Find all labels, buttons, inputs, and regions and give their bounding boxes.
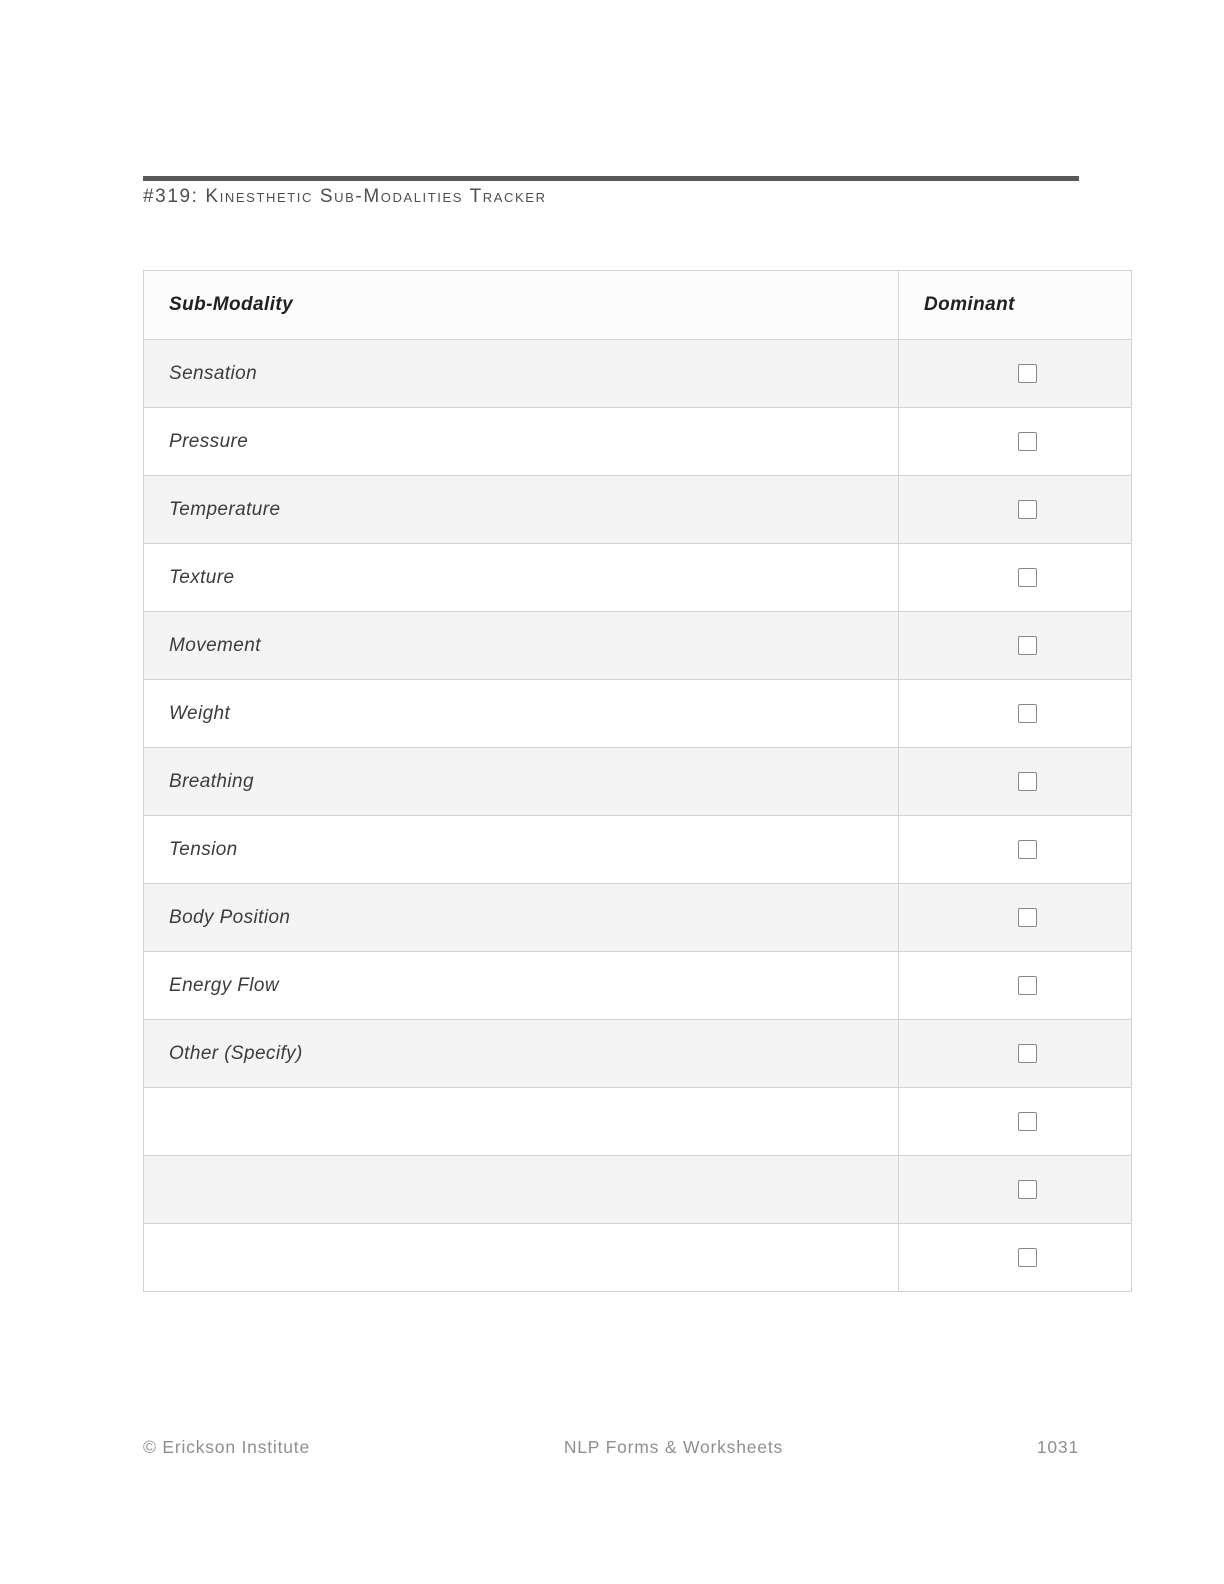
dominant-cell: [899, 680, 1132, 748]
dominant-cell: [899, 476, 1132, 544]
dominant-cell: [899, 612, 1132, 680]
dominant-checkbox[interactable]: [1018, 1112, 1037, 1131]
dominant-cell: [899, 884, 1132, 952]
table-row: [144, 748, 1132, 816]
dominant-cell: [899, 952, 1132, 1020]
dominant-cell: [899, 748, 1132, 816]
dominant-cell: [899, 816, 1132, 884]
submodality-label: Sensation: [144, 340, 899, 408]
table-row: [144, 884, 1132, 952]
submodality-label: [144, 1156, 899, 1224]
dominant-cell: [899, 408, 1132, 476]
table-row: [144, 816, 1132, 884]
page-title: #319: Kinesthetic Sub-Modalities Tracker: [143, 186, 547, 207]
dominant-cell: [899, 340, 1132, 408]
table-row: [144, 1020, 1132, 1088]
title-rule: [143, 176, 1079, 181]
footer-document-title: NLP Forms & Worksheets: [563, 1437, 784, 1457]
submodality-label: Pressure: [144, 408, 899, 476]
submodality-label: Weight: [144, 680, 899, 748]
dominant-checkbox[interactable]: [1018, 568, 1037, 587]
dominant-checkbox[interactable]: [1018, 1180, 1037, 1199]
submodality-label: Body Position: [144, 884, 899, 952]
submodality-label: Other (Specify): [144, 1020, 899, 1088]
submodality-label: Movement: [144, 612, 899, 680]
table-row: [144, 1088, 1132, 1156]
table-row: [144, 476, 1132, 544]
dominant-checkbox[interactable]: [1018, 772, 1037, 791]
table-row: [144, 408, 1132, 476]
submodality-label: Texture: [144, 544, 899, 612]
dominant-checkbox[interactable]: [1018, 976, 1037, 995]
dominant-cell: [899, 1020, 1132, 1088]
dominant-cell: [899, 1156, 1132, 1224]
footer-page-number: 1031: [1036, 1437, 1079, 1457]
dominant-checkbox[interactable]: [1018, 704, 1037, 723]
submodality-tracker-table: [143, 270, 1132, 1292]
table-row: [144, 952, 1132, 1020]
column-header-dominant: Dominant: [899, 271, 1132, 340]
dominant-checkbox[interactable]: [1018, 364, 1037, 383]
dominant-cell: [899, 544, 1132, 612]
table-row: [144, 1224, 1132, 1292]
dominant-cell: [899, 1224, 1132, 1292]
submodality-label: Temperature: [144, 476, 899, 544]
page-footer: [143, 1437, 1079, 1458]
dominant-checkbox[interactable]: [1018, 1044, 1037, 1063]
dominant-checkbox[interactable]: [1018, 500, 1037, 519]
column-header-submodality: Sub-Modality: [144, 271, 899, 340]
dominant-checkbox[interactable]: [1018, 840, 1037, 859]
dominant-checkbox[interactable]: [1018, 432, 1037, 451]
table-header-row: [144, 271, 1132, 340]
table-row: [144, 680, 1132, 748]
submodality-label: Breathing: [144, 748, 899, 816]
submodality-label: Energy Flow: [144, 952, 899, 1020]
submodality-label: [144, 1088, 899, 1156]
dominant-checkbox[interactable]: [1018, 908, 1037, 927]
submodality-label: Tension: [144, 816, 899, 884]
dominant-checkbox[interactable]: [1018, 636, 1037, 655]
dominant-checkbox[interactable]: [1018, 1248, 1037, 1267]
dominant-cell: [899, 1088, 1132, 1156]
table-row: [144, 1156, 1132, 1224]
table-row: [144, 544, 1132, 612]
footer-copyright: © Erickson Institute: [143, 1437, 311, 1457]
table-row: [144, 340, 1132, 408]
table-body: [144, 340, 1132, 1292]
submodality-label: [144, 1224, 899, 1292]
table-row: [144, 612, 1132, 680]
